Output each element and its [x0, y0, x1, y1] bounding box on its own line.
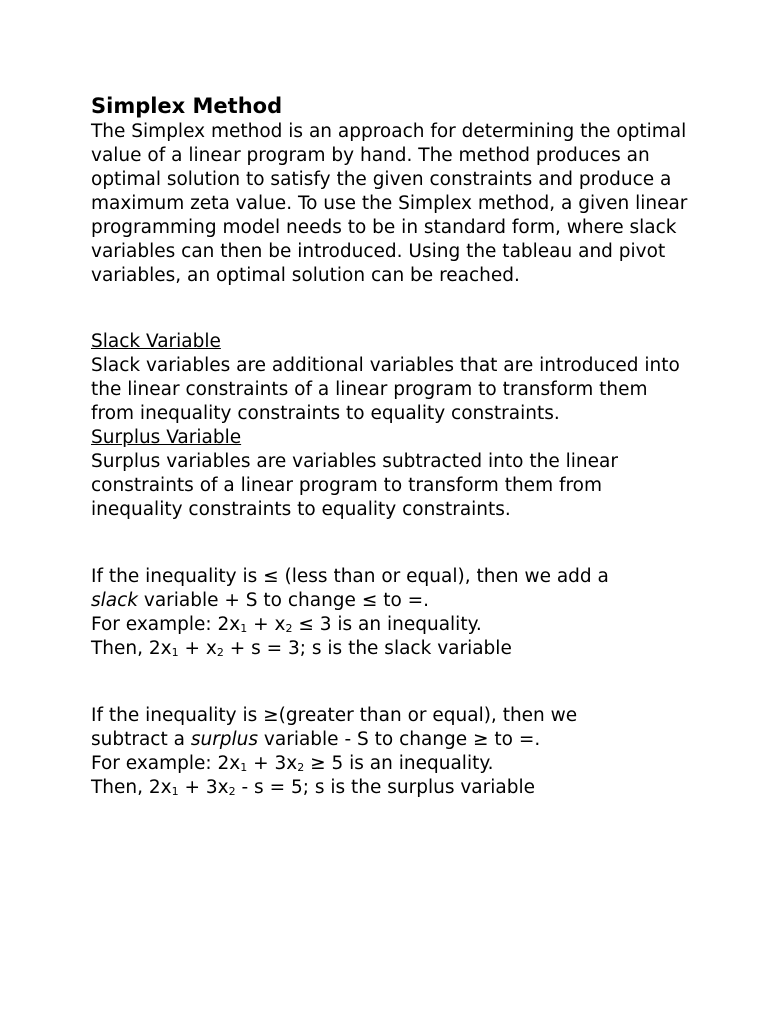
- page-title: Simplex Method: [91, 94, 283, 118]
- surplus-variable-heading: Surplus Variable: [91, 427, 242, 448]
- surplus-italic-word: surplus: [190, 729, 259, 750]
- surplus-then-line: Then, $2x_1 + 3x_2 - s = 5$; s is the surplus variable: [91, 777, 535, 798]
- surplus-example-line: For example: $2x_1 + 3x_2 \ge 5$ is an inequality.: [91, 753, 494, 774]
- surplus-rule-line: If the inequality is ≥(greater than or equal), then we subtract a surplus variable - S to change ≥ to =.: [91, 705, 578, 750]
- slack-then-line: Then, $2x_1 + x_2 + s = 3$; s is the slack variable: [91, 638, 512, 659]
- spacer: [91, 661, 691, 704]
- intro-paragraph: The Simplex method is an approach for determining the optimal value of a linear program by hand. The method produces an optimal solution to satisfy the given constraints and produce a maximum zeta value. To use the Simplex method, a given linear programming model needs to be in standard form, where slack variables can then be introduced. Using the tableau and pivot variables, an optimal solution can be reached.: [91, 121, 688, 286]
- slack-variable-paragraph: Slack variables are additional variables that are introduced into the linear constraints of a linear program to transform them from inequality constraints to equality constraints.: [91, 355, 680, 424]
- spacer: [91, 288, 691, 330]
- slack-rule-line: If the inequality is ≤ (less than or equal), then we add a slack variable + S to change ≤ to =.: [91, 566, 609, 611]
- spacer: [91, 522, 691, 565]
- slack-example-line: For example: $2x_1 + x_2 \le 3$ is an inequality.: [91, 614, 482, 635]
- document-page: [91, 92, 691, 800]
- surplus-variable-paragraph: Surplus variables are variables subtracted into the linear constraints of a linear program to transform them from inequality constraints to equality constraints.: [91, 451, 618, 520]
- slack-variable-heading: Slack Variable: [91, 331, 221, 352]
- slack-italic-word: slack: [91, 590, 138, 611]
